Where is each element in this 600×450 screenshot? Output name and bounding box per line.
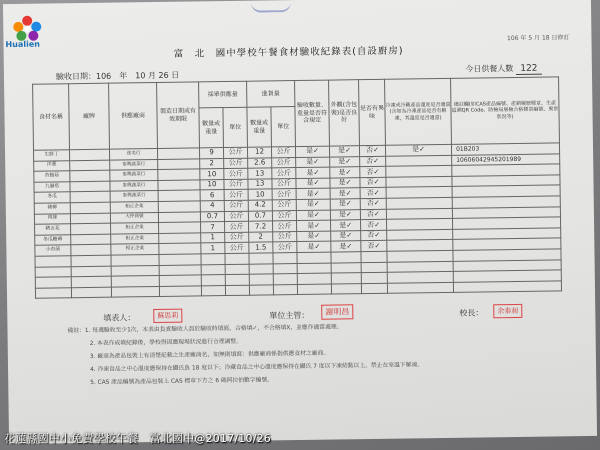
row-remarks: 01B203 xyxy=(451,143,559,155)
row-qty xyxy=(201,275,225,286)
row-unit: 公斤 xyxy=(225,221,249,232)
row-brand xyxy=(70,181,110,192)
row-qty: 7 xyxy=(201,222,225,233)
row-in-unit: 公斤 xyxy=(272,189,296,200)
row-in-qty: 13 xyxy=(248,168,272,179)
row-supplier: 泰興蔬菜行 xyxy=(110,159,158,170)
supervisor-stamp: 謝明昌 xyxy=(321,304,353,319)
row-appearance xyxy=(331,252,361,263)
row-item-name xyxy=(35,287,71,298)
row-qty: 10 xyxy=(200,179,224,190)
row-mfg-date xyxy=(159,264,201,275)
today-servings-value: 122 xyxy=(516,64,542,75)
row-check-weight xyxy=(297,284,331,295)
row-odor: 否✓ xyxy=(361,230,387,241)
row-in-unit xyxy=(273,263,297,274)
row-check-weight xyxy=(297,273,331,284)
row-brand xyxy=(70,202,110,213)
header-in-unit: 單位 xyxy=(271,107,296,147)
row-appearance: 是✓ xyxy=(331,220,361,231)
row-qty: 9 xyxy=(199,148,223,159)
principal-stamp: 余泰昶 xyxy=(493,304,522,318)
row-item-name xyxy=(35,266,71,277)
row-mfg-date xyxy=(159,275,201,286)
row-brand xyxy=(71,255,111,266)
row-qty: 10 xyxy=(200,169,224,180)
row-supplier: 大仲商號 xyxy=(110,212,158,223)
note-2: 2. 本表作成填紀錄後，學校得因應現場狀況進行合理調整。 xyxy=(89,338,243,347)
row-in-unit xyxy=(273,284,297,295)
row-supplier: 泰興蔬菜行 xyxy=(110,170,158,181)
row-supplier: 達美行 xyxy=(109,148,157,159)
row-brand xyxy=(70,160,110,171)
row-odor: 否✓ xyxy=(360,177,386,188)
row-check-weight: 是✓ xyxy=(297,241,331,252)
row-in-unit: 公斤 xyxy=(273,242,297,253)
row-in-unit: 公斤 xyxy=(273,221,297,232)
header-mfg-date: 製造日期或有效期限 xyxy=(157,82,200,149)
row-item-name: 冬瓜糖磚 xyxy=(35,234,71,245)
form-sheet xyxy=(3,0,597,444)
pen-marker xyxy=(251,0,291,13)
photo-caption: 花蓮縣國中小免費學校午餐 富北國中@2017/10/26 xyxy=(4,432,271,445)
row-odor: 否✓ xyxy=(360,166,386,177)
header-odor: 是否有異味 xyxy=(359,79,386,145)
row-odor: 否✓ xyxy=(360,209,386,220)
row-supplier xyxy=(111,276,159,287)
supervisor-label: 單位主管： xyxy=(269,310,310,321)
row-item-name: 洋蔥 xyxy=(34,160,70,171)
row-brand xyxy=(71,287,111,298)
row-appearance: 是✓ xyxy=(330,156,360,167)
filler-label: 填表人： xyxy=(103,313,136,323)
row-odor: 否✓ xyxy=(360,156,386,167)
notes xyxy=(67,320,423,390)
row-mfg-date xyxy=(159,286,201,297)
row-appearance xyxy=(331,262,361,273)
row-brand xyxy=(70,192,110,203)
filler-stamp: 蘇思莉 xyxy=(153,309,182,323)
row-brand xyxy=(71,276,111,287)
row-in-qty: 0.7 xyxy=(248,210,272,221)
row-unit: 公斤 xyxy=(225,232,249,243)
row-appearance: 是✓ xyxy=(330,177,360,188)
row-item-name xyxy=(35,277,71,288)
row-in-unit: 公斤 xyxy=(271,147,295,158)
note-3: 3. 廠商為產品包裝上有清楚記載之生產廠商名，如無則填寫：供應廠商係指供應食材之廠商。 xyxy=(89,350,330,360)
header-item: 食材名稱 xyxy=(33,84,70,150)
row-item-name: 豬柳 xyxy=(34,203,70,214)
inspection-table xyxy=(32,76,562,299)
row-mfg-date xyxy=(158,190,200,201)
row-check-weight: 是✓ xyxy=(296,167,330,178)
row-remarks xyxy=(453,281,561,293)
row-mfg-date xyxy=(159,233,201,244)
row-qty: 2 xyxy=(200,158,224,169)
row-appearance xyxy=(331,283,361,294)
row-odor xyxy=(361,251,387,262)
inspection-date: 驗收日期：106 年 10 月 26 日 xyxy=(55,70,180,82)
row-odor: 否✓ xyxy=(361,241,387,252)
today-servings xyxy=(465,63,542,76)
row-mfg-date xyxy=(158,201,200,212)
row-appearance: 是✓ xyxy=(331,230,361,241)
row-in-unit xyxy=(273,274,297,285)
row-item-name: 小杏菌 xyxy=(35,245,71,256)
row-qty: 1 xyxy=(201,232,225,243)
row-in-unit: 公斤 xyxy=(272,200,296,211)
row-qty: 6 xyxy=(200,190,224,201)
row-brand xyxy=(71,223,111,234)
row-odor: 否✓ xyxy=(360,188,386,199)
row-in-qty: 13 xyxy=(248,179,272,190)
row-item-name xyxy=(35,256,71,267)
row-item-name: 肉絲 xyxy=(34,213,70,224)
row-odor: 否✓ xyxy=(359,145,385,156)
row-supplier xyxy=(111,265,159,276)
row-item-name: 冬瓜 xyxy=(34,192,70,203)
header-unit: 單位 xyxy=(223,107,248,147)
row-check-weight: 是✓ xyxy=(296,157,330,168)
row-unit: 公斤 xyxy=(224,179,248,190)
row-temperature xyxy=(387,282,453,294)
row-in-qty: 1.5 xyxy=(249,242,273,253)
row-appearance: 是✓ xyxy=(330,209,360,220)
row-appearance: 是✓ xyxy=(330,167,360,178)
row-in-qty: 10 xyxy=(248,189,272,200)
header-supplier: 供應廠商 xyxy=(109,82,158,149)
row-item-name: 九層塔 xyxy=(34,181,70,192)
note-1: 備註：1. 每週驗收至少1次，本表由負責驗收人員於驗收時填寫，合格填✓，不合格填X，並應作適當處理。 xyxy=(67,324,343,335)
row-check-weight: 是✓ xyxy=(297,220,331,231)
row-check-weight xyxy=(297,252,331,263)
row-odor: 否✓ xyxy=(361,219,387,230)
row-remarks: 10606042945201989 xyxy=(452,153,560,165)
row-check-weight: 是✓ xyxy=(297,231,331,242)
row-unit: 公斤 xyxy=(224,158,248,169)
header-temperature: 冷凍或冷藏產品溫度是否適當(含如為冷凍產品是否有解凍，其溫度是否適當) xyxy=(385,78,452,145)
row-check-weight: 是✓ xyxy=(296,178,330,189)
row-odor xyxy=(361,283,387,294)
row-in-qty xyxy=(249,285,273,296)
row-qty: 4 xyxy=(200,201,224,212)
row-qty xyxy=(201,264,225,275)
row-check-weight: 是✓ xyxy=(296,188,330,199)
row-in-unit: 公斤 xyxy=(272,178,296,189)
row-mfg-date xyxy=(159,222,201,233)
header-incoming-group: 進貨量 xyxy=(247,81,295,108)
row-item-name: 生鮮丁 xyxy=(33,150,69,161)
row-in-qty xyxy=(249,253,273,264)
row-brand xyxy=(71,234,111,245)
row-unit: 公斤 xyxy=(223,147,247,158)
row-supplier: 相正企業 xyxy=(111,223,159,234)
row-supplier xyxy=(111,254,159,265)
row-mfg-date xyxy=(159,254,201,265)
note-5: 5. CAS 產品編號為產品包裝上 CAS 標章下方之 6 碼阿拉伯數字編號。 xyxy=(90,377,274,386)
row-brand xyxy=(70,213,110,224)
form-title: 富 北 國中學校午餐食材驗收紀錄表(自設廚房) xyxy=(173,45,404,60)
row-brand xyxy=(71,244,111,255)
header-in-qty: 數量或重量 xyxy=(247,107,272,147)
row-odor xyxy=(361,262,387,273)
row-in-qty xyxy=(249,274,273,285)
row-check-weight: 是✓ xyxy=(296,146,330,157)
row-mfg-date xyxy=(157,148,199,159)
row-temperature: 是✓ xyxy=(385,144,451,156)
row-qty xyxy=(201,285,225,296)
header-brand: 廠牌 xyxy=(69,83,110,150)
row-brand xyxy=(69,149,109,160)
row-qty xyxy=(201,253,225,264)
row-unit: 公斤 xyxy=(225,243,249,254)
row-appearance: 是✓ xyxy=(331,241,361,252)
today-servings-label: 今日供餐人數 xyxy=(465,64,514,74)
row-unit: 公斤 xyxy=(224,200,248,211)
row-in-qty: 2.6 xyxy=(248,157,272,168)
row-unit: 公斤 xyxy=(224,190,248,201)
row-odor xyxy=(361,272,387,283)
row-mfg-date xyxy=(158,158,200,169)
row-unit xyxy=(225,253,249,264)
row-brand xyxy=(71,266,111,277)
header-qty: 數量或重量 xyxy=(199,108,224,148)
row-appearance: 是✓ xyxy=(330,146,360,157)
revision-date: 106 年 5 月 18 日修訂 xyxy=(506,34,570,43)
header-purchase-group: 採單供應量 xyxy=(199,81,247,108)
row-mfg-date xyxy=(159,243,201,254)
row-supplier: 相正企業 xyxy=(111,233,159,244)
row-supplier: 相正企業 xyxy=(110,201,158,212)
row-supplier xyxy=(111,286,159,297)
row-appearance: 是✓ xyxy=(330,188,360,199)
row-appearance: 是✓ xyxy=(330,199,360,210)
row-check-weight: 是✓ xyxy=(296,199,330,210)
logo-text: Hualien xyxy=(5,39,40,50)
row-qty: 1 xyxy=(201,243,225,254)
row-brand xyxy=(70,170,110,181)
note-4: 4. 冷凍食品之中心溫度應保持在攝氏負 18 度以下；冷藏食品之中心溫度應保持在攝氏 7 度以下凍結點以上，禁止在室溫下解凍。 xyxy=(90,362,424,373)
row-in-unit: 公斤 xyxy=(272,157,296,168)
row-mfg-date xyxy=(158,211,200,222)
row-in-qty: 4.2 xyxy=(248,200,272,211)
row-item-name: 杏鮑菇 xyxy=(34,171,70,182)
row-unit xyxy=(225,264,249,275)
row-odor: 否✓ xyxy=(360,198,386,209)
header-remarks: 備註欄(如CAS產品編號、產銷履歷標章、生產追溯QR Code、防檢局屠檢合格標章編號、異常狀況等) xyxy=(451,77,560,145)
row-mfg-date xyxy=(158,180,200,191)
row-mfg-date xyxy=(158,169,200,180)
row-in-unit: 公斤 xyxy=(273,231,297,242)
row-appearance xyxy=(331,273,361,284)
header-appearance: 外觀(含包裝)是否良好 xyxy=(329,80,360,146)
header-check-weight: 驗收數量、重量是否符合規定 xyxy=(295,80,330,146)
row-unit xyxy=(225,274,249,285)
row-in-qty: 2 xyxy=(249,232,273,243)
row-in-qty: 7.2 xyxy=(249,221,273,232)
row-in-unit: 公斤 xyxy=(272,210,296,221)
row-check-weight xyxy=(297,263,331,274)
principal-label: 校長： xyxy=(459,308,484,318)
row-item-name: 豬五花 xyxy=(35,224,71,235)
row-in-qty: 12 xyxy=(247,147,271,158)
row-supplier: 泰興蔬菜行 xyxy=(110,180,158,191)
row-in-unit xyxy=(273,252,297,263)
row-check-weight: 是✓ xyxy=(296,210,330,221)
row-unit: 公斤 xyxy=(224,168,248,179)
row-in-unit: 公斤 xyxy=(272,168,296,179)
row-supplier: 泰興蔬菜行 xyxy=(110,191,158,202)
row-supplier: 相正企業 xyxy=(111,244,159,255)
row-unit: 公斤 xyxy=(224,211,248,222)
row-unit xyxy=(225,285,249,296)
row-in-qty xyxy=(249,263,273,274)
row-qty: 0.7 xyxy=(200,211,224,222)
